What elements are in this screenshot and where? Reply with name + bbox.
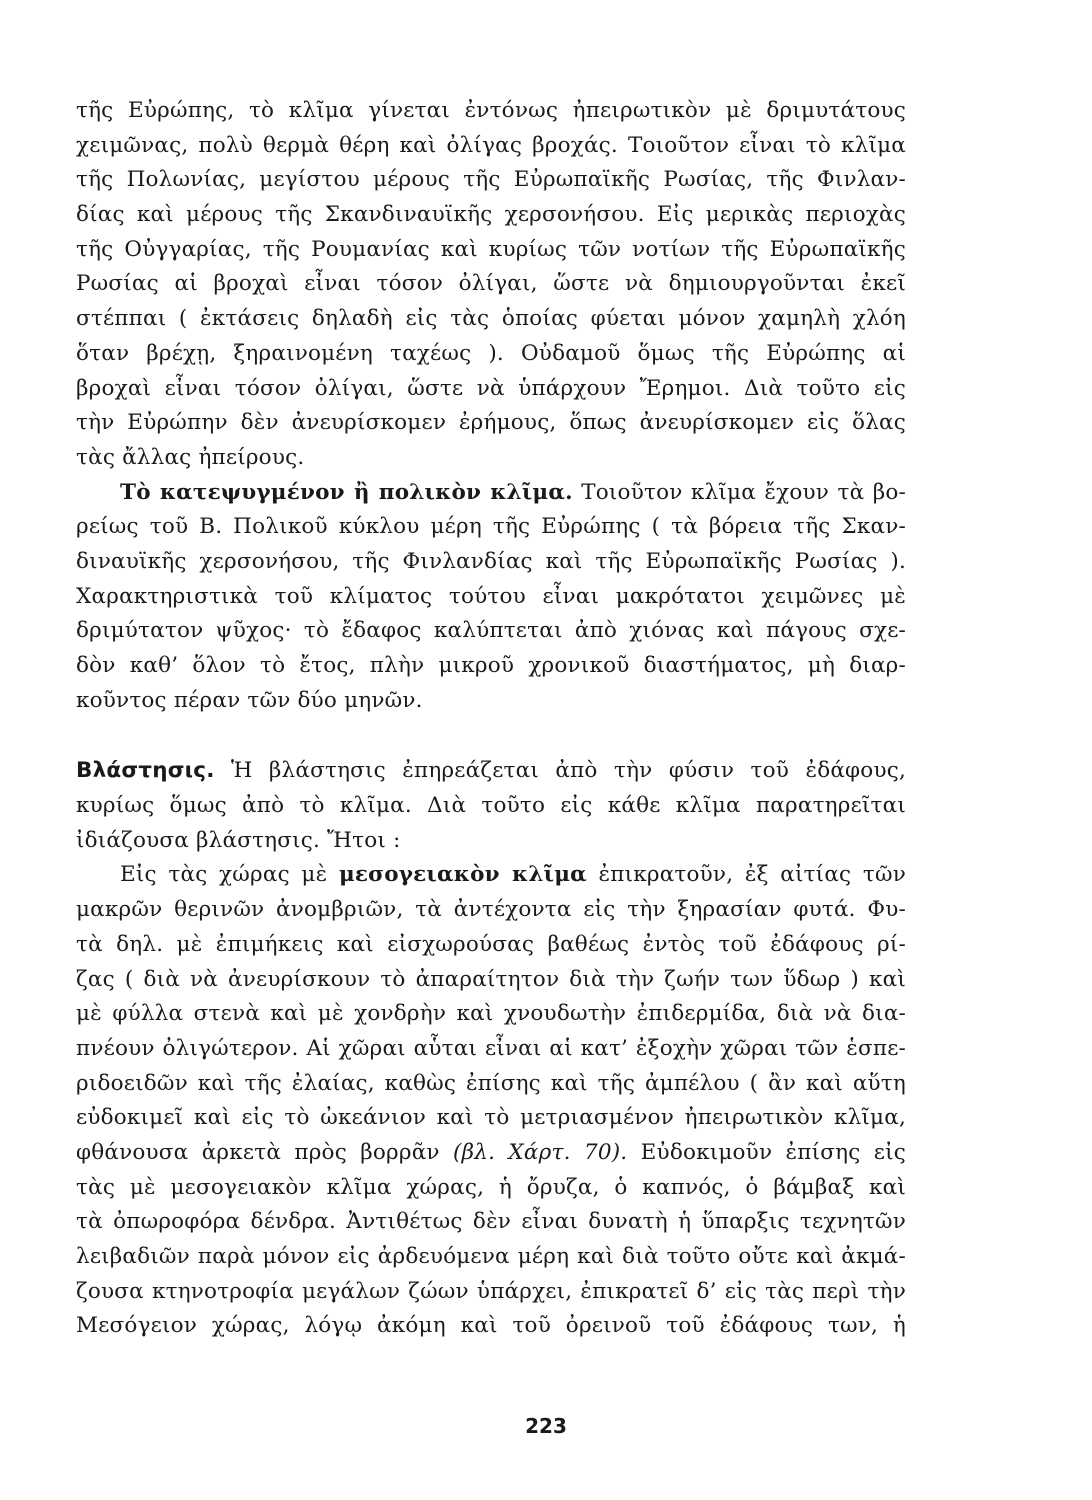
text-line: μακρῶν θερινῶν ἀνομβριῶν, τὰ ἀντέχοντα εἰς τὴν ξηρασίαν φυτά. Φυ- xyxy=(76,897,906,923)
text-line: κοῦντος πέραν τῶν δύο μηνῶν. xyxy=(76,687,423,713)
text-line: Χαρακτηριστικὰ τοῦ κλίματος τούτου εἶναι μακρότατοι χειμῶνες μὲ xyxy=(76,583,906,609)
text-line: μὲ φύλλα στενὰ καὶ μὲ χονδρὴν καὶ χνουδωτὴν ἐπιδερμίδα, διὰ νὰ δια- xyxy=(76,1001,906,1027)
text-line: δίας καὶ μέρους τῆς Σκανδιναυϊκῆς χερσονήσου. Εἰς μερικὰς περιοχὰς xyxy=(76,202,906,228)
text-line xyxy=(76,754,906,789)
text-line: δὸν καθ’ ὅλον τὸ ἔτος, πλὴν μικροῦ χρονικοῦ διαστήματος, μὴ διαρ- xyxy=(76,653,906,678)
section-gap xyxy=(76,718,906,754)
text-line: ριδοειδῶν καὶ τῆς ἐλαίας, καθὼς ἐπίσης καὶ τῆς ἀμπέλου ( ἂν καὶ αὕτη xyxy=(76,1070,906,1096)
text-line: ρείως τοῦ Β. Πολικοῦ κύκλου μέρη τῆς Εὐρώπης ( τὰ βόρεια τῆς Σκαν- xyxy=(76,514,906,540)
text-line: χειμῶνας, πολὺ θερμὰ θέρη καὶ ὀλίγας βροχάς. Τοιοῦτον εἶναι τὸ κλῖμα xyxy=(76,132,906,158)
text-column xyxy=(76,94,906,1344)
text-line: κυρίως ὅμως ἀπὸ τὸ κλῖμα. Διὰ τοῦτο εἰς κάθε κλῖμα παρατηρεῖται xyxy=(76,793,906,819)
text-line: εὐδοκιμεῖ καὶ εἰς τὸ ὠκεάνιον καὶ τὸ μετριασμένον ἠπειρωτικὸν κλῖμα, xyxy=(76,1105,906,1131)
paragraph-mediterranean xyxy=(76,858,906,1344)
text-line: τὴν Εὐρώπην δὲν ἀνευρίσκομεν ἐρήμους, ὅπως ἀνευρίσκομεν εἰς ὅλας xyxy=(76,410,906,436)
text-line: Μεσόγειον χώρας, λόγῳ ἀκόμη καὶ τοῦ ὀρεινοῦ τοῦ ἐδάφους των, ἡ xyxy=(76,1313,906,1339)
paragraph-polar-climate xyxy=(76,476,906,719)
text-line: τῆς Πολωνίας, μεγίστου μέρους τῆς Εὐρωπαϊκῆς Ρωσίας, τῆς Φινλαν- xyxy=(76,167,906,193)
text-line: βροχαὶ εἶναι τόσον ὀλίγαι, ὥστε νὰ ὑπάρχουν Ἔρημοι. Διὰ τοῦτο εἰς xyxy=(76,375,906,401)
text-line: δριμύτατον ψῦχος· τὸ ἔδαφος καλύπτεται ἀπὸ χιόνας καὶ πάγους σχε- xyxy=(76,618,906,644)
text-line: ζουσα κτηνοτροφία μεγάλων ζώων ὑπάρχει, ἐπικρατεῖ δ’ εἰς τὰς περὶ τὴν xyxy=(76,1278,906,1304)
text-run: Εὐδοκιμοῦν ἐπίσης εἰς xyxy=(627,1139,906,1165)
text-line: Ρωσίας αἱ βροχαὶ εἶναι τόσον ὀλίγαι, ὥστε νὰ δημιουργοῦνται ἐκεῖ xyxy=(76,271,906,297)
text-line xyxy=(76,476,906,511)
map-reference: (βλ. Χάρτ. 70). xyxy=(453,1139,628,1165)
text-line: ζας ( διὰ νὰ ἀνευρίσκουν τὸ ἀπαραίτητον διὰ τὴν ζωήν των ὕδωρ ) καὶ xyxy=(76,966,906,992)
text-line: πνέουν ὀλιγώτερον. Αἱ χῶραι αὗται εἶναι αἱ κατ’ ἐξοχὴν χῶραι τῶν ἑσπε- xyxy=(76,1035,906,1061)
text-line: τῆς Εὐρώπης, τὸ κλῖμα γίνεται ἐντόνως ἠπειρωτικὸν μὲ δριμυτάτους xyxy=(76,98,906,123)
text-line: τὰς μὲ μεσογειακὸν κλῖμα χώρας, ἡ ὄρυζα, ὁ καπνός, ὁ βάμβαξ καὶ xyxy=(76,1174,906,1200)
text-line: τὰς ἄλλας ἠπείρους. xyxy=(76,444,305,470)
text-run: ἐπικρατοῦν, ἐξ αἰτίας τῶν xyxy=(586,862,906,888)
text-run: Εἰς τὰς χώρας μὲ xyxy=(120,862,339,888)
text-line: στέππαι ( ἐκτάσεις δηλαδὴ εἰς τὰς ὁποίας φύεται μόνον χαμηλὴ χλόη xyxy=(76,306,906,332)
section-heading-polar: Τὸ κατεψυγμένον ἢ πολικὸν κλῖμα. xyxy=(120,479,573,505)
text-line: τὰ δηλ. μὲ ἐπιμήκεις καὶ εἰσχωρούσας βαθέως ἐντὸς τοῦ ἐδάφους ρί- xyxy=(76,931,906,957)
paragraph-continental-climate xyxy=(76,94,906,476)
text-line: ἰδιάζουσα βλάστησις. Ἤτοι : xyxy=(76,827,401,853)
section-heading-vegetation: Βλάστησις. xyxy=(76,758,215,784)
text-line: ὅταν βρέχῃ, ξηραινομένη ταχέως ). Οὐδαμοῦ ὅμως τῆς Εὐρώπης αἱ xyxy=(76,340,906,366)
text-run: φθάνουσα ἀρκετὰ πρὸς βορρᾶν xyxy=(76,1139,454,1165)
text-line xyxy=(76,1136,906,1171)
page-number: 223 xyxy=(525,1414,567,1438)
text-line: λειβαδιῶν παρὰ μόνον εἰς ἀρδευόμενα μέρη καὶ διὰ τοῦτο οὔτε καὶ ἀκμά- xyxy=(76,1244,906,1269)
text-line: τῆς Οὐγγαρίας, τῆς Ρουμανίας καὶ κυρίως τῶν νοτίων τῆς Εὐρωπαϊκῆς xyxy=(76,236,906,262)
paragraph-vegetation xyxy=(76,754,906,858)
text-line: τὰ ὀπωροφόρα δένδρα. Ἀντιθέτως δὲν εἶναι δυνατὴ ἡ ὕπαρξις τεχνητῶν xyxy=(76,1209,906,1235)
text-run: Τοιοῦτον κλῖμα ἔχουν τὰ βο- xyxy=(572,479,906,505)
text-line: διναυϊκῆς χερσονήσου, τῆς Φινλανδίας καὶ τῆς Εὐρωπαϊκῆς Ρωσίας ). xyxy=(76,548,906,574)
term-mediterranean-climate: μεσογειακὸν κλῖμα xyxy=(338,862,587,888)
text-run: Ἡ βλάστησις ἐπηρεάζεται ἀπὸ τὴν φύσιν τοῦ ἐδάφους, xyxy=(214,758,906,784)
text-line xyxy=(76,858,906,893)
